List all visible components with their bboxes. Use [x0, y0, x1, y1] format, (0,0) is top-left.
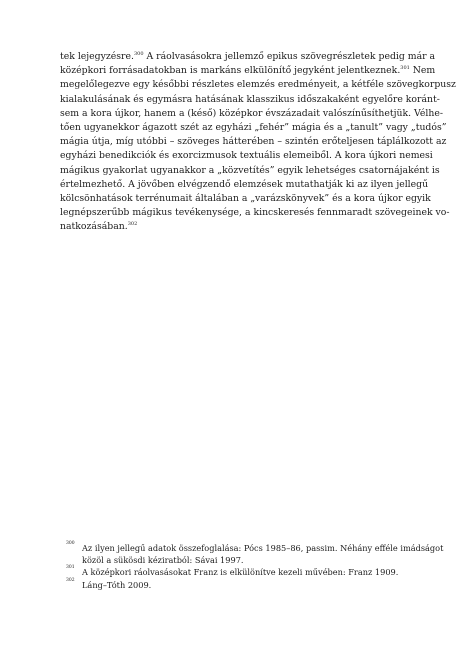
footnote-text-line: A középkori ráolvasásokat Franz is elkülönítve kezeli művében: Franz 1909. [82, 567, 399, 578]
paragraph-line-6: tően ugyanekkor ágazott szét az egyházi „fehér” mágia és a „tanult” vagy „tudós” [60, 122, 447, 134]
footnote-300 [60, 541, 444, 566]
paragraph-line-13: natkozásában.$^{302}$ [60, 221, 138, 233]
footnote-number: 300 [66, 541, 75, 546]
footnote-302 [60, 579, 405, 591]
paragraph-line-4: kialakulásának és egymásra hatásának klasszikus időszakaként egyelőre koránt- [60, 93, 440, 105]
paragraph-line-9: mágikus gyakorlat ugyanakkor a „közvetítés” egyik lehetséges csatornájaként is [60, 164, 440, 176]
footnote-ref-300[interactable]: 300 [133, 51, 144, 57]
paragraph-line-11: kölcsönhatások terrénumait általában a „varázskönyvek” és a kora újkor egyik [60, 193, 431, 205]
paragraph-line-12: legnépszerűbb mágikus tevékenysége, a kincskeresés fennmaradt szövegeinek vo- [60, 207, 450, 219]
paragraph-line-10: értelmezhető. A jövőben elvégzendő elemzések mutathatják ki az ilyen jellegű [60, 178, 429, 190]
paragraph-line-5: sem a kora újkor, hanem a (késő) középkor évszázadait valószínűsíthetjük. Vélhe- [60, 107, 443, 119]
footnote-number: 301 [66, 565, 75, 571]
footnote-number: 302 [66, 577, 75, 583]
footnote-text-line: közöl a sükösdi kéziratból: Sávai 1997. [82, 555, 244, 566]
footnote-301 [60, 566, 405, 578]
footnote-text-line: Láng–Tóth 2009. [82, 579, 152, 590]
footnote-text-line: Az ilyen jellegű adatok összefoglalása: Pócs 1985–86, passim. Néhány efféle imádságot [82, 543, 444, 553]
footnote-ref-302[interactable]: 302 [127, 221, 138, 228]
footnote-ref-301[interactable]: 301 [400, 65, 410, 72]
paragraph-line-7: mágia útja, míg utóbbi – szöveges hátterében – szintén erőteljesen táplálkozott az [60, 136, 447, 148]
paragraph-line-8: egyházi benedikciók és exorcizmusok textuális elemeiből. A kora újkori nemesi [60, 150, 433, 162]
main-paragraph [60, 50, 456, 235]
paragraph-line-1: tek lejegyzésre.$^{300}$ A ráolvasásokra jellemző epikus szövegrészletek pedig már a [60, 51, 436, 62]
paragraph-line-3: megelőlegezve egy későbbi részletes elemzés eredményeit, a kétféle szövegkorpusz [60, 79, 456, 91]
paragraph-line-2: középkori forrásadatokban is markáns elkülönítő jegyként jelentkeznek.$^{301}$ Nem [60, 65, 436, 77]
footnotes-section [60, 541, 444, 591]
